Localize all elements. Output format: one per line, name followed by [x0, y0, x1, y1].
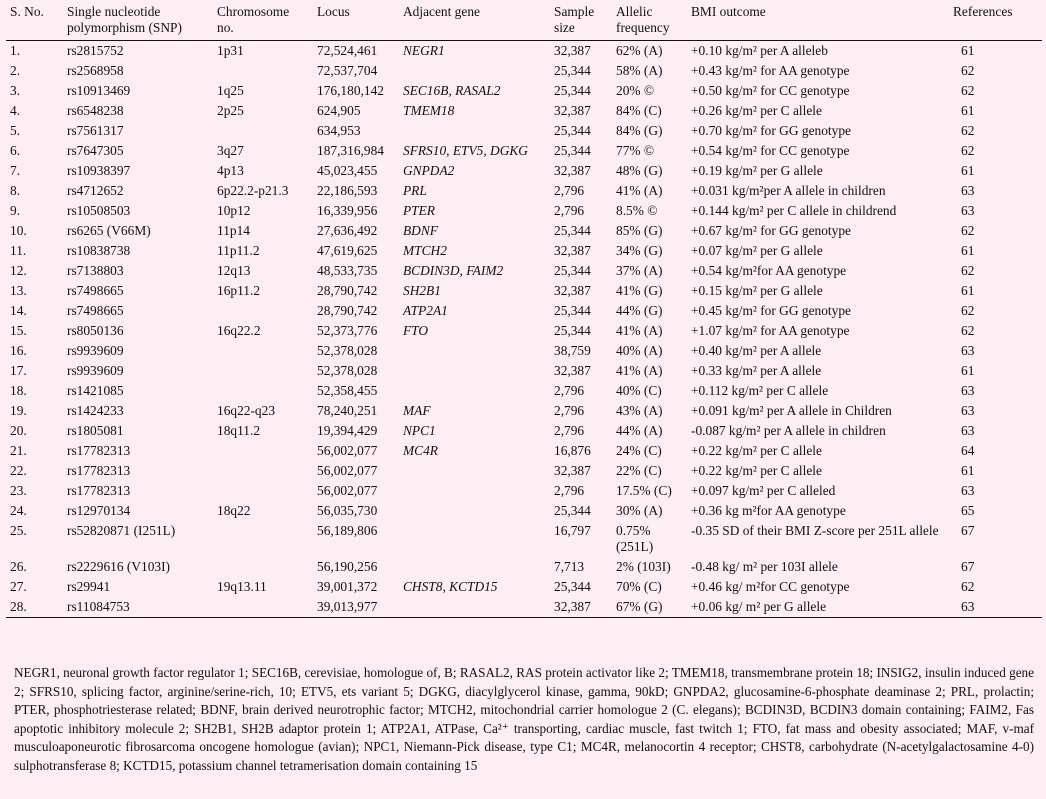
cell-bmi-outcome: +0.54 kg/m² for CC genotype	[691, 143, 850, 158]
cell-bmi-outcome: +0.22 kg/m² per C allele	[691, 443, 822, 458]
cell-sno: 4.	[10, 103, 21, 118]
cell-snp: rs2229616 (V103I)	[67, 559, 171, 574]
cell-sno: 6.	[10, 143, 21, 158]
table-row	[6, 577, 1042, 597]
cell-adjacent-gene	[399, 121, 550, 141]
cell-allelic-frequency: 0.75% (251L)	[616, 523, 654, 554]
cell-adjacent-gene	[399, 481, 550, 501]
cell-snp: rs6265 (V66M)	[67, 223, 151, 238]
cell-snp: rs52820871 (I251L)	[67, 523, 176, 538]
cell-bmi-outcome: +0.54 kg/m²for AA genotype	[691, 263, 847, 278]
cell-chromosome: 16q22-q23	[217, 403, 276, 418]
cell-sample-size: 32,387	[554, 363, 591, 378]
cell-chromosome	[213, 61, 313, 81]
cell-sno: 22.	[10, 463, 27, 478]
cell-chromosome: 11p14	[217, 223, 250, 238]
table-row	[6, 141, 1042, 161]
cell-adjacent-gene	[399, 521, 550, 557]
cell-locus: 39,013,977	[317, 599, 378, 614]
cell-snp: rs11084753	[67, 599, 130, 614]
cell-sample-size: 32,387	[554, 103, 591, 118]
cell-locus: 47,619,625	[317, 243, 378, 258]
cell-chromosome	[213, 557, 313, 577]
cell-allelic-frequency: 84% (G)	[616, 123, 663, 138]
cell-locus: 52,378,028	[317, 343, 378, 358]
cell-allelic-frequency: 67% (G)	[616, 599, 663, 614]
cell-bmi-outcome: +0.15 kg/m² per G allele	[691, 283, 823, 298]
cell-locus: 39,001,372	[317, 579, 378, 594]
cell-sample-size: 32,387	[554, 243, 591, 258]
cell-reference: 64	[961, 443, 975, 458]
table-row	[6, 81, 1042, 101]
cell-adjacent-gene: SH2B1	[403, 283, 441, 298]
cell-reference: 63	[961, 343, 975, 358]
table-row	[6, 481, 1042, 501]
table-row	[6, 557, 1042, 577]
cell-allelic-frequency: 48% (G)	[616, 163, 663, 178]
cell-snp: rs7498665	[67, 283, 124, 298]
cell-reference: 62	[961, 579, 975, 594]
cell-reference: 61	[961, 363, 975, 378]
header-chromosome: Chromosome no.	[217, 4, 290, 35]
table-row	[6, 301, 1042, 321]
cell-snp: rs4712652	[67, 183, 124, 198]
cell-sample-size: 25,344	[554, 579, 591, 594]
cell-reference: 62	[961, 143, 975, 158]
cell-sample-size: 32,387	[554, 463, 591, 478]
cell-locus: 56,002,077	[317, 483, 378, 498]
cell-locus: 56,002,077	[317, 463, 378, 478]
cell-sno: 14.	[10, 303, 27, 318]
cell-snp: rs1421085	[67, 383, 124, 398]
cell-bmi-outcome: +0.26 kg/m² per C allele	[691, 103, 822, 118]
cell-chromosome	[213, 361, 313, 381]
cell-snp: rs10508503	[67, 203, 131, 218]
cell-bmi-outcome: -0.087 kg/m² per A allele in children	[691, 423, 886, 438]
table-row	[6, 401, 1042, 421]
cell-reference: 63	[961, 403, 975, 418]
cell-adjacent-gene: SEC16B, RASAL2	[403, 83, 501, 98]
cell-snp: rs29941	[67, 579, 111, 594]
cell-sno: 8.	[10, 183, 21, 198]
cell-bmi-outcome: +0.112 kg/m² per C allele	[691, 383, 829, 398]
table-body	[6, 41, 1042, 618]
table-row	[6, 597, 1042, 618]
cell-bmi-outcome: +0.45 kg/m² for GG genotype	[691, 303, 851, 318]
table-row	[6, 261, 1042, 281]
cell-bmi-outcome: +0.091 kg/m² per A allele in Children	[691, 403, 892, 418]
cell-sno: 20.	[10, 423, 27, 438]
table-row	[6, 61, 1042, 81]
cell-locus: 187,316,984	[317, 143, 384, 158]
cell-snp: rs2568958	[67, 63, 124, 78]
cell-chromosome: 16q22.2	[217, 323, 261, 338]
cell-reference: 62	[961, 223, 975, 238]
cell-chromosome: 6p22.2-p21.3	[217, 183, 289, 198]
cell-chromosome	[213, 121, 313, 141]
cell-chromosome	[213, 381, 313, 401]
cell-locus: 56,035,730	[317, 503, 378, 518]
table-row	[6, 281, 1042, 301]
cell-sno: 1.	[10, 43, 21, 58]
table-row	[6, 41, 1042, 62]
header-references: References	[953, 4, 1013, 19]
table-row	[6, 361, 1042, 381]
cell-locus: 27,636,492	[317, 223, 378, 238]
cell-allelic-frequency: 70% (C)	[616, 579, 662, 594]
table-row	[6, 181, 1042, 201]
cell-adjacent-gene: TMEM18	[403, 103, 455, 118]
cell-snp: rs1805081	[67, 423, 124, 438]
header-bmi-outcome: BMI outcome	[691, 4, 766, 19]
cell-sample-size: 32,387	[554, 163, 591, 178]
cell-adjacent-gene: MTCH2	[403, 243, 447, 258]
cell-reference: 61	[961, 283, 975, 298]
snp-table	[6, 0, 1042, 618]
cell-adjacent-gene: MC4R	[403, 443, 438, 458]
cell-allelic-frequency: 85% (G)	[616, 223, 663, 238]
cell-sample-size: 2,796	[554, 183, 585, 198]
cell-sno: 7.	[10, 163, 21, 178]
cell-locus: 48,533,735	[317, 263, 378, 278]
cell-snp: rs7561317	[67, 123, 124, 138]
cell-chromosome: 2p25	[217, 103, 244, 118]
cell-sno: 12.	[10, 263, 27, 278]
cell-chromosome: 1p31	[217, 43, 244, 58]
cell-sample-size: 32,387	[554, 283, 591, 298]
cell-chromosome: 18q22	[217, 503, 251, 518]
table-row	[6, 121, 1042, 141]
cell-sample-size: 25,344	[554, 303, 591, 318]
cell-reference: 67	[961, 559, 975, 574]
cell-allelic-frequency: 43% (A)	[616, 403, 663, 418]
cell-bmi-outcome: +0.50 kg/m² for CC genotype	[691, 83, 850, 98]
cell-bmi-outcome: +0.67 kg/m² for GG genotype	[691, 223, 851, 238]
cell-adjacent-gene: CHST8, KCTD15	[403, 579, 498, 594]
cell-sno: 24.	[10, 503, 27, 518]
cell-sno: 15.	[10, 323, 27, 338]
cell-locus: 16,339,956	[317, 203, 378, 218]
cell-bmi-outcome: +0.06 kg/ m² per G allele	[691, 599, 827, 614]
cell-bmi-outcome: +0.07 kg/m² per G allele	[691, 243, 823, 258]
cell-sample-size: 32,387	[554, 43, 591, 58]
cell-sample-size: 2,796	[554, 203, 585, 218]
cell-chromosome: 19q13.11	[217, 579, 267, 594]
header-locus: Locus	[317, 4, 350, 19]
cell-allelic-frequency: 24% (C)	[616, 443, 662, 458]
cell-locus: 56,002,077	[317, 443, 378, 458]
table-row	[6, 421, 1042, 441]
cell-bmi-outcome: +0.33 kg/m² per A allele	[691, 363, 822, 378]
cell-chromosome: 4p13	[217, 163, 244, 178]
cell-reference: 63	[961, 483, 975, 498]
cell-locus: 634,953	[317, 123, 361, 138]
cell-allelic-frequency: 30% (A)	[616, 503, 663, 518]
cell-bmi-outcome: +0.43 kg/m² for AA genotype	[691, 63, 850, 78]
cell-bmi-outcome: +0.36 kg m²for AA genotype	[691, 503, 846, 518]
cell-sno: 13.	[10, 283, 27, 298]
cell-sample-size: 25,344	[554, 143, 591, 158]
cell-snp: rs12970134	[67, 503, 131, 518]
cell-locus: 19,394,429	[317, 423, 378, 438]
table-row	[6, 101, 1042, 121]
cell-bmi-outcome: +0.097 kg/m² per C alleled	[691, 483, 836, 498]
cell-reference: 62	[961, 303, 975, 318]
cell-allelic-frequency: 58% (A)	[616, 63, 663, 78]
table-row	[6, 461, 1042, 481]
cell-adjacent-gene	[399, 461, 550, 481]
cell-chromosome: 3q27	[217, 143, 244, 158]
cell-adjacent-gene: NPC1	[403, 423, 436, 438]
cell-reference: 63	[961, 423, 975, 438]
table-footnote: NEGR1, neuronal growth factor regulator 1; SEC16B, cerevisiae, homologue of, B; RASAL2, RAS protein activator like 2; TMEM18, transmembrane protein 18; INSIG2, insulin induced gene 2; SFRS10, splicing factor, arginine/serine-rich, 10; ETV5, ets variant 5; DGKG, diacylglycerol kinase, gamma, 90kD; GNPDA2, glucosamine-6-phosphate deaminase 2; PRL, prolactin; PTER, phosphotriesterase related; BDNF, brain derived neurotrophic factor; MTCH2, mitochondrial carrier homologue 2 (C. elegans); BCDIN3D, BCDIN3 domain containing; FAIM2, Fas apoptotic inhibitory molecule 2; SH2B1, SH2B adaptor protein 1; ATP2A1, ATPase, Ca²⁺ transporting, cardiac muscle, fast twitch 1; FTO, fat mass and obesity associated; MAF, v-maf musculoaponeurotic fibrosarcoma oncogene homologue (avian); NPC1, Niemann-Pick disease, type C1; MC4R, melanocortin 4 receptor; CHST8, carbohydrate (N-acetylgalactosamine 4-0) sulphotransferase 8; KCTD15, potassium channel tetramerisation domain containing 15	[14, 665, 1034, 773]
cell-adjacent-gene: FTO	[403, 323, 429, 338]
cell-allelic-frequency: 17.5% (C)	[616, 483, 672, 498]
cell-snp: rs6548238	[67, 103, 124, 118]
cell-sno: 26.	[10, 559, 27, 574]
cell-adjacent-gene	[399, 381, 550, 401]
cell-snp: rs7498665	[67, 303, 124, 318]
cell-reference: 61	[961, 163, 975, 178]
cell-adjacent-gene	[399, 61, 550, 81]
cell-adjacent-gene	[399, 501, 550, 521]
cell-sample-size: 2,796	[554, 383, 585, 398]
cell-adjacent-gene: GNPDA2	[403, 163, 455, 178]
cell-chromosome: 16p11.2	[217, 283, 261, 298]
cell-locus: 52,373,776	[317, 323, 378, 338]
cell-reference: 63	[961, 599, 975, 614]
cell-sno: 19.	[10, 403, 27, 418]
cell-allelic-frequency: 20% ©	[616, 83, 655, 98]
cell-adjacent-gene: NEGR1	[403, 43, 445, 58]
table-row	[6, 501, 1042, 521]
header-allelic-frequency: Allelic frequency	[616, 4, 670, 35]
cell-locus: 52,378,028	[317, 363, 378, 378]
cell-sample-size: 16,876	[554, 443, 591, 458]
cell-snp: rs2815752	[67, 43, 124, 58]
cell-allelic-frequency: 40% (A)	[616, 343, 663, 358]
cell-sample-size: 16,797	[554, 523, 591, 538]
cell-sno: 3.	[10, 83, 21, 98]
cell-adjacent-gene: MAF	[403, 403, 431, 418]
cell-sno: 21.	[10, 443, 27, 458]
header-sno: S. No.	[10, 4, 44, 19]
cell-sno: 5.	[10, 123, 21, 138]
cell-sno: 10.	[10, 223, 27, 238]
cell-locus: 72,524,461	[317, 43, 378, 58]
header-sample-size: Sample size	[554, 4, 595, 35]
cell-bmi-outcome: +0.10 kg/m² per A alleleb	[691, 43, 828, 58]
table-row	[6, 341, 1042, 361]
cell-sno: 28.	[10, 599, 27, 614]
cell-bmi-outcome: -0.48 kg/ m² per 103I allele	[691, 559, 838, 574]
cell-allelic-frequency: 34% (G)	[616, 243, 663, 258]
cell-sno: 23.	[10, 483, 27, 498]
cell-locus: 72,537,704	[317, 63, 378, 78]
cell-snp: rs10838738	[67, 243, 131, 258]
cell-snp: rs17782313	[67, 483, 131, 498]
cell-sno: 11.	[10, 243, 27, 258]
table-row	[6, 161, 1042, 181]
cell-chromosome: 1q25	[217, 83, 244, 98]
cell-bmi-outcome: +1.07 kg/m² for AA genotype	[691, 323, 850, 338]
cell-bmi-outcome: +0.19 kg/m² per G allele	[691, 163, 823, 178]
cell-snp: rs10913469	[67, 83, 131, 98]
cell-snp: rs9939609	[67, 343, 124, 358]
cell-snp: rs8050136	[67, 323, 124, 338]
cell-adjacent-gene	[399, 341, 550, 361]
cell-reference: 62	[961, 263, 975, 278]
cell-allelic-frequency: 8.5% ©	[616, 203, 658, 218]
table-row	[6, 201, 1042, 221]
cell-locus: 176,180,142	[317, 83, 384, 98]
cell-snp: rs10938397	[67, 163, 131, 178]
cell-reference: 67	[961, 523, 975, 538]
cell-sample-size: 25,344	[554, 123, 591, 138]
cell-sample-size: 2,796	[554, 483, 585, 498]
cell-reference: 63	[961, 383, 975, 398]
cell-snp: rs7647305	[67, 143, 124, 158]
cell-reference: 62	[961, 83, 975, 98]
cell-allelic-frequency: 62% (A)	[616, 43, 663, 58]
cell-sno: 2.	[10, 63, 21, 78]
cell-reference: 63	[961, 203, 975, 218]
cell-locus: 56,189,806	[317, 523, 378, 538]
cell-allelic-frequency: 44% (G)	[616, 303, 663, 318]
cell-allelic-frequency: 22% (C)	[616, 463, 662, 478]
cell-allelic-frequency: 2% (103I)	[616, 559, 671, 574]
cell-reference: 61	[961, 43, 975, 58]
cell-allelic-frequency: 41% (G)	[616, 283, 663, 298]
cell-locus: 624,905	[317, 103, 361, 118]
cell-adjacent-gene	[399, 597, 550, 618]
cell-locus: 45,023,455	[317, 163, 378, 178]
cell-adjacent-gene: PRL	[403, 183, 427, 198]
table-row	[6, 221, 1042, 241]
cell-sample-size: 7,713	[554, 559, 585, 574]
cell-sample-size: 25,344	[554, 223, 591, 238]
cell-reference: 62	[961, 323, 975, 338]
cell-chromosome	[213, 521, 313, 557]
cell-sno: 16.	[10, 343, 27, 358]
cell-bmi-outcome: +0.70 kg/m² for GG genotype	[691, 123, 851, 138]
cell-allelic-frequency: 84% (C)	[616, 103, 662, 118]
cell-sample-size: 25,344	[554, 83, 591, 98]
cell-sno: 17.	[10, 363, 27, 378]
cell-sample-size: 25,344	[554, 63, 591, 78]
cell-reference: 61	[961, 463, 975, 478]
cell-chromosome: 11p11.2	[217, 243, 260, 258]
cell-adjacent-gene	[399, 361, 550, 381]
cell-sample-size: 25,344	[554, 503, 591, 518]
cell-adjacent-gene: ATP2A1	[403, 303, 448, 318]
cell-adjacent-gene: BCDIN3D, FAIM2	[403, 263, 504, 278]
header-snp: Single nucleotide polymorphism (SNP)	[67, 4, 182, 35]
cell-locus: 22,186,593	[317, 183, 378, 198]
cell-chromosome: 10p12	[217, 203, 251, 218]
cell-reference: 61	[961, 103, 975, 118]
cell-sno: 9.	[10, 203, 21, 218]
cell-sample-size: 25,344	[554, 263, 591, 278]
cell-adjacent-gene	[399, 557, 550, 577]
cell-allelic-frequency: 41% (A)	[616, 363, 663, 378]
cell-reference: 62	[961, 123, 975, 138]
cell-snp: rs17782313	[67, 463, 131, 478]
cell-locus: 28,790,742	[317, 283, 378, 298]
cell-locus: 52,358,455	[317, 383, 378, 398]
table-row	[6, 381, 1042, 401]
cell-reference: 65	[961, 503, 975, 518]
table-row	[6, 321, 1042, 341]
cell-sno: 18.	[10, 383, 27, 398]
cell-snp: rs17782313	[67, 443, 131, 458]
cell-chromosome	[213, 301, 313, 321]
cell-chromosome	[213, 461, 313, 481]
cell-allelic-frequency: 41% (A)	[616, 323, 663, 338]
cell-allelic-frequency: 41% (A)	[616, 183, 663, 198]
cell-adjacent-gene: SFRS10, ETV5, DGKG	[403, 143, 528, 158]
cell-chromosome	[213, 481, 313, 501]
cell-allelic-frequency: 37% (A)	[616, 263, 663, 278]
cell-allelic-frequency: 77% ©	[616, 143, 655, 158]
cell-sample-size: 38,759	[554, 343, 591, 358]
table-row	[6, 241, 1042, 261]
cell-sno: 25.	[10, 523, 27, 538]
cell-bmi-outcome: +0.46 kg/ m²for CC genotype	[691, 579, 850, 594]
table-row	[6, 521, 1042, 557]
cell-reference: 63	[961, 183, 975, 198]
cell-sample-size: 2,796	[554, 423, 585, 438]
cell-bmi-outcome: -0.35 SD of their BMI Z-score per 251L allele	[691, 523, 939, 538]
cell-snp: rs7138803	[67, 263, 124, 278]
cell-bmi-outcome: +0.40 kg/m² per A allele	[691, 343, 822, 358]
cell-snp: rs9939609	[67, 363, 124, 378]
cell-bmi-outcome: +0.031 kg/m²per A allele in children	[691, 183, 886, 198]
table-header-row	[6, 0, 1042, 41]
cell-bmi-outcome: +0.144 kg/m² per C allele in childrend	[691, 203, 897, 218]
cell-sample-size: 2,796	[554, 403, 585, 418]
cell-reference: 62	[961, 63, 975, 78]
cell-allelic-frequency: 40% (C)	[616, 383, 662, 398]
cell-reference: 61	[961, 243, 975, 258]
table-row	[6, 441, 1042, 461]
cell-sample-size: 25,344	[554, 323, 591, 338]
cell-chromosome: 18q11.2	[217, 423, 261, 438]
cell-allelic-frequency: 44% (A)	[616, 423, 663, 438]
cell-locus: 56,190,256	[317, 559, 378, 574]
cell-chromosome	[213, 341, 313, 361]
cell-snp: rs1424233	[67, 403, 124, 418]
cell-chromosome: 12q13	[217, 263, 251, 278]
cell-chromosome	[213, 441, 313, 461]
cell-chromosome	[213, 597, 313, 618]
cell-sample-size: 32,387	[554, 599, 591, 614]
cell-locus: 78,240,251	[317, 403, 378, 418]
cell-locus: 28,790,742	[317, 303, 378, 318]
cell-bmi-outcome: +0.22 kg/m² per C allele	[691, 463, 822, 478]
cell-adjacent-gene: BDNF	[403, 223, 438, 238]
header-adjacent-gene: Adjacent gene	[403, 4, 480, 19]
cell-adjacent-gene: PTER	[403, 203, 435, 218]
cell-sno: 27.	[10, 579, 27, 594]
